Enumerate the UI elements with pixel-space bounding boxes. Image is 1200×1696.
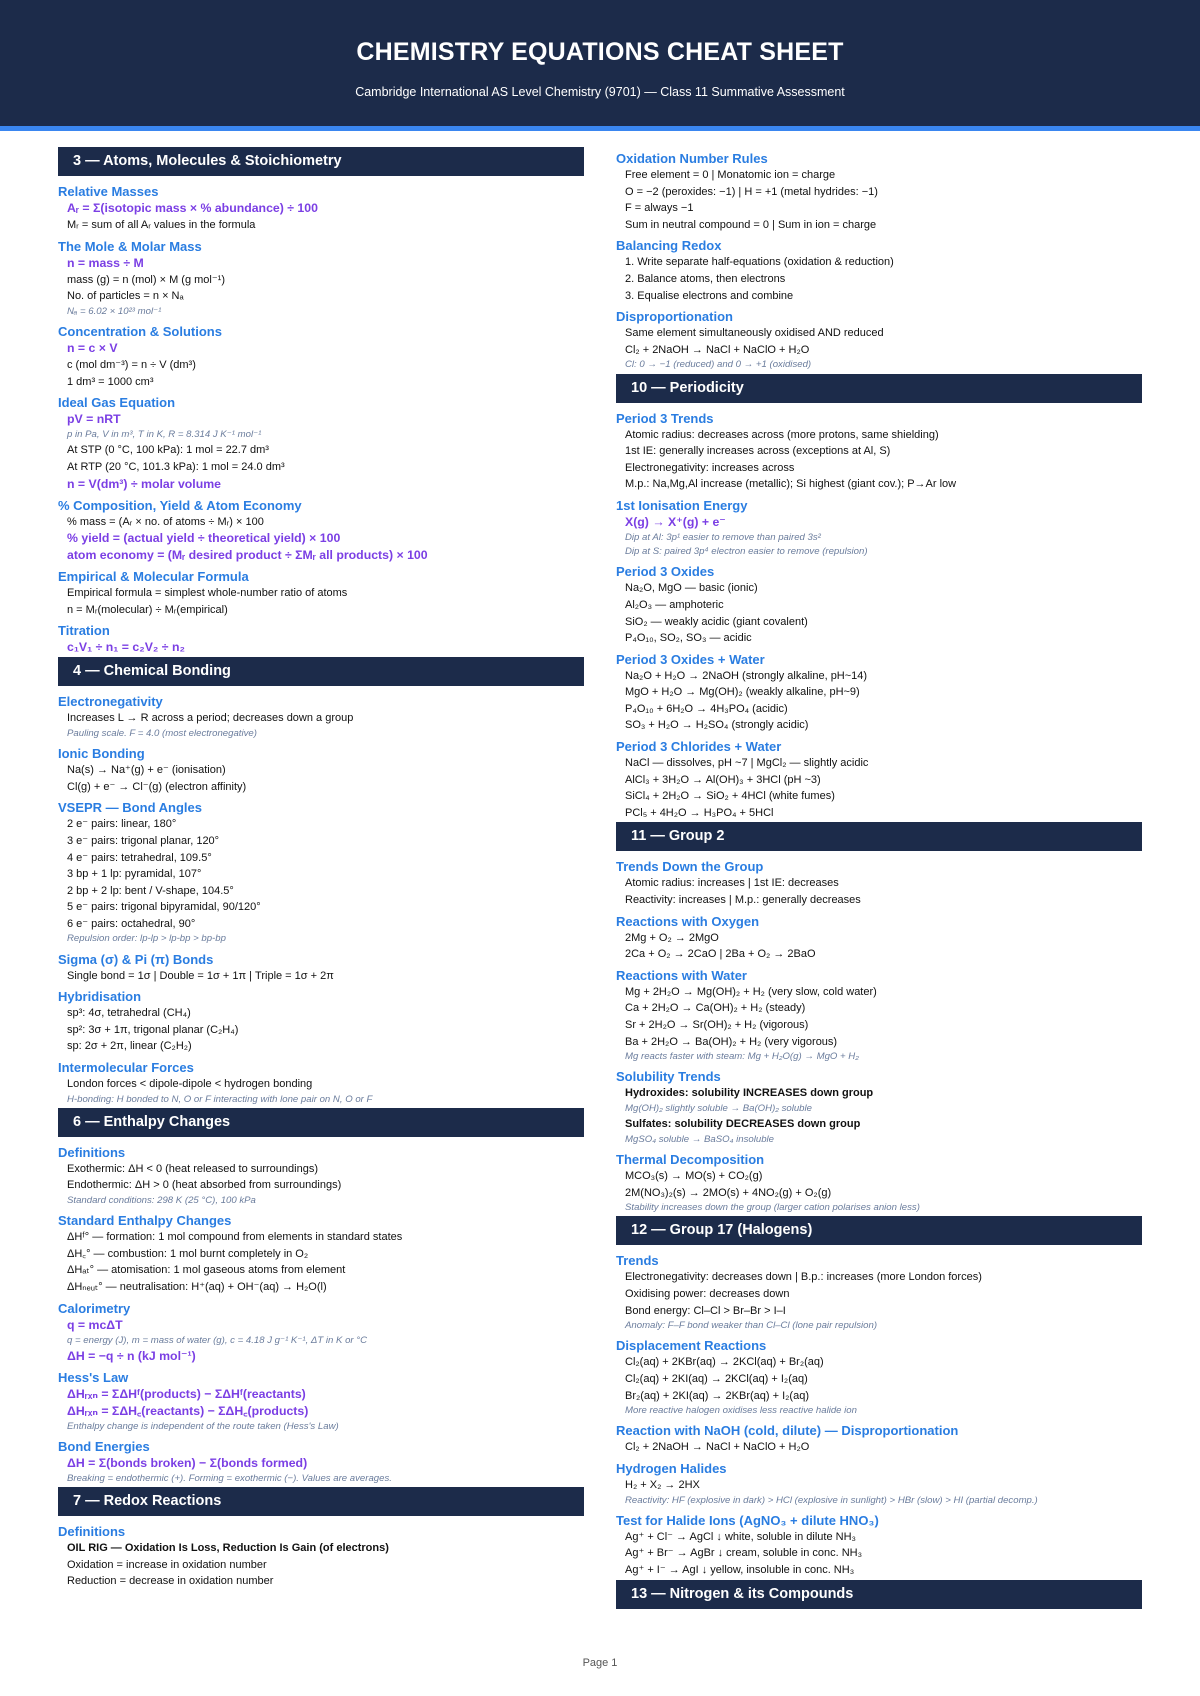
key-equation: c₁V₁ ÷ n₁ = c₂V₂ ÷ n₂ (67, 640, 185, 655)
subheading: Test for Halide Ions (AgNO₃ + dilute HNO₃) (616, 1512, 879, 1528)
note: Nₐ = 6.02 × 10²³ mol⁻¹ (67, 305, 162, 317)
bold-line: Sulfates: solubility DECREASES down group (625, 1118, 861, 1131)
text-line: At STP (0 °C, 100 kPa): 1 mol = 22.7 dm³ (67, 444, 269, 457)
text-line: NaCl — dissolves, pH ~7 | MgCl₂ — slightly acidic (625, 757, 869, 770)
text-line: Reactivity: increases | M.p.: generally decreases (625, 894, 861, 907)
subheading: Reactions with Water (616, 967, 747, 983)
key-equation: ΔHᵣₓₙ = ΣΔH꜀(reactants) − ΣΔH꜀(products) (67, 1403, 309, 1418)
text-line: mass (g) = n (mol) × M (g mol⁻¹) (67, 273, 225, 286)
text-line: AlCl₃ + 3H₂O → Al(OH)₃ + 3HCl (pH ~3) (625, 773, 821, 786)
bold-line: Hydroxides: solubility INCREASES down group (625, 1087, 874, 1100)
section-header: 6 — Enthalpy Changes (58, 1108, 584, 1137)
text-line: MCO₃(s) → MO(s) + CO₂(g) (625, 1170, 763, 1182)
text-line: London forces < dipole-dipole < hydrogen bonding (67, 1078, 313, 1091)
text-line: Sum in neutral compound = 0 | Sum in ion = charge (625, 218, 877, 231)
key-equation: n = mass ÷ M (67, 255, 144, 270)
subheading: Solubility Trends (616, 1069, 721, 1085)
subheading: Ionic Bonding (58, 746, 145, 762)
text-line: 3 bp + 1 lp: pyramidal, 107° (67, 868, 202, 881)
key-equation: ΔH = Σ(bonds broken) − Σ(bonds formed) (67, 1456, 308, 1471)
subheading: Period 3 Chlorides + Water (616, 739, 782, 755)
subheading: Hybridisation (58, 989, 142, 1005)
subheading: Disproportionation (616, 309, 733, 325)
subheading: Reaction with NaOH (cold, dilute) — Disproportionation (616, 1423, 959, 1439)
text-line: Cl(g) + e⁻ → Cl⁻(g) (electron affinity) (67, 780, 247, 793)
subheading: Definitions (58, 1524, 126, 1540)
text-line: MgO + H₂O → Mg(OH)₂ (weakly alkaline, pH~9) (625, 686, 860, 699)
text-line: PCl₅ + 4H₂O → H₃PO₄ + 5HCl (625, 806, 774, 819)
text-line: Ba + 2H₂O → Ba(OH)₂ + H₂ (very vigorous) (625, 1035, 838, 1048)
key-equation: atom economy = (Mᵣ desired product ÷ ΣMᵣ all products) × 100 (67, 548, 428, 563)
text-line: Ag⁺ + Cl⁻ → AgCl ↓ white, soluble in dilute NH₃ (625, 1530, 856, 1543)
text-line: Na(s) → Na⁺(g) + e⁻ (ionisation) (67, 764, 226, 777)
subheading: Electronegativity (58, 694, 163, 710)
text-line: F = always −1 (625, 202, 694, 215)
key-equation: ΔH = −q ÷ n (kJ mol⁻¹) (67, 1348, 196, 1363)
text-line: sp²: 3σ + 1π, trigonal planar (C₂H₄) (67, 1023, 239, 1036)
text-line: 2 e⁻ pairs: linear, 180° (67, 818, 177, 831)
subheading: Trends Down the Group (616, 859, 764, 875)
subheading: Period 3 Oxides (616, 564, 715, 580)
subheading: Period 3 Oxides + Water (616, 651, 765, 667)
subheading: Concentration & Solutions (58, 323, 222, 339)
subheading: Displacement Reactions (616, 1338, 767, 1354)
text-line: P₄O₁₀, SO₂, SO₃ — acidic (625, 632, 752, 645)
text-line: SiCl₄ + 2H₂O → SiO₂ + 4HCl (white fumes) (625, 790, 835, 803)
text-line: Mg + 2H₂O → Mg(OH)₂ + H₂ (very slow, cold water) (625, 985, 877, 998)
subheading: Oxidation Number Rules (616, 151, 768, 166)
text-line: Empirical formula = simplest whole-number ratio of atoms (67, 587, 348, 600)
text-line: Single bond = 1σ | Double = 1σ + 1π | Triple = 1σ + 2π (67, 969, 334, 982)
note: Dip at Al: 3p¹ easier to remove than paired 3s² (625, 531, 821, 543)
text-line: Electronegativity: decreases down | B.p.: increases (more London forces) (625, 1271, 982, 1284)
subheading: 1st Ionisation Energy (616, 497, 748, 513)
text-line: 6 e⁻ pairs: octahedral, 90° (67, 917, 196, 930)
section-header: 12 — Group 17 (Halogens) (616, 1216, 1142, 1245)
text-line: Oxidation = increase in oxidation number (67, 1558, 267, 1571)
note: Cl: 0 → −1 (reduced) and 0 → +1 (oxidised) (625, 359, 812, 371)
text-line: Na₂O, MgO — basic (ionic) (625, 582, 758, 595)
subheading: Empirical & Molecular Formula (58, 569, 249, 585)
note: p in Pa, V in m³, T in K, R = 8.314 J K⁻¹ mol⁻¹ (67, 429, 262, 441)
text-line: Al₂O₃ — amphoteric (625, 598, 724, 611)
text-line: sp³: 4σ, tetrahedral (CH₄) (67, 1007, 191, 1020)
subheading: Relative Masses (58, 184, 159, 199)
subheading: The Mole & Molar Mass (58, 238, 202, 254)
note: Reactivity: HF (explosive in dark) > HCl (explosive in sunlight) > HBr (slow) > HI (partial decomp.) (625, 1494, 1038, 1506)
key-equation: X(g) → X⁺(g) + e⁻ (625, 514, 726, 529)
section-header: 13 — Nitrogen & its Compounds (616, 1580, 1142, 1609)
text-line: SiO₂ — weakly acidic (giant covalent) (625, 615, 808, 628)
subheading: Hydrogen Halides (616, 1460, 727, 1476)
text-line: SO₃ + H₂O → H₂SO₄ (strongly acidic) (625, 719, 809, 732)
note: Pauling scale. F = 4.0 (most electronegative) (67, 727, 257, 739)
subheading: Standard Enthalpy Changes (58, 1213, 232, 1229)
text-line: sp: 2σ + 2π, linear (C₂H₂) (67, 1040, 192, 1053)
text-line: Oxidising power: decreases down (625, 1287, 790, 1300)
text-line: Exothermic: ΔH < 0 (heat released to surroundings) (67, 1162, 318, 1175)
text-line: Cl₂(aq) + 2KI(aq) → 2KCl(aq) + I₂(aq) (625, 1372, 808, 1385)
text-line: Ca + 2H₂O → Ca(OH)₂ + H₂ (steady) (625, 1002, 806, 1015)
subheading: VSEPR — Bond Angles (58, 800, 202, 816)
text-line: 1 dm³ = 1000 cm³ (67, 375, 154, 388)
subheading: Titration (58, 623, 110, 639)
key-equation: pV = nRT (67, 412, 121, 427)
subheading: Balancing Redox (616, 238, 722, 254)
subheading: Trends (616, 1253, 659, 1269)
text-line: 2Ca + O₂ → 2CaO | 2Ba + O₂ → 2BaO (625, 948, 816, 961)
text-line: 2 bp + 2 lp: bent / V-shape, 104.5° (67, 884, 234, 897)
section-header: 10 — Periodicity (616, 374, 1142, 403)
text-line: n = Mᵣ(molecular) ÷ Mᵣ(empirical) (67, 603, 228, 616)
text-line: ΔHₐₜ° — atomisation: 1 mol gaseous atoms from element (67, 1264, 346, 1277)
text-line: Br₂(aq) + 2KI(aq) → 2KBr(aq) + I₂(aq) (625, 1389, 809, 1402)
text-line: ΔH꜀° — combustion: 1 mol burnt completely in O₂ (67, 1247, 309, 1260)
note: Breaking = endothermic (+). Forming = exothermic (−). Values are averages. (67, 1473, 392, 1485)
text-line: No. of particles = n × Nₐ (67, 290, 184, 303)
text-line: Ag⁺ + I⁻ → AgI ↓ yellow, insoluble in conc. NH₃ (625, 1563, 855, 1576)
subheading: Hess's Law (58, 1369, 129, 1385)
left-column (58, 146, 584, 1590)
subheading: Sigma (σ) & Pi (π) Bonds (58, 951, 214, 967)
subheading: Calorimetry (58, 1300, 131, 1316)
page-number: Page 1 (582, 1657, 618, 1669)
note: Stability increases down the group (larger cation polarises anion less) (625, 1202, 920, 1214)
text-line: ΔHᶠ° — formation: 1 mol compound from elements in standard states (67, 1231, 403, 1244)
text-line: 3 e⁻ pairs: trigonal planar, 120° (67, 834, 220, 847)
text-line: M.p.: Na,Mg,Al increase (metallic); Si highest (giant cov.); P→Ar low (625, 478, 957, 491)
page-title: CHEMISTRY EQUATIONS CHEAT SHEET (356, 38, 844, 66)
note: Anomaly: F–F bond weaker than Cl–Cl (lone pair repulsion) (625, 1320, 878, 1332)
text-line: 2M(NO₃)₂(s) → 2MO(s) + 4NO₂(g) + O₂(g) (625, 1186, 832, 1199)
note: Mg reacts faster with steam: Mg + H₂O(g) → MgO + H₂ (625, 1051, 859, 1063)
text-line: Sr + 2H₂O → Sr(OH)₂ + H₂ (vigorous) (625, 1019, 809, 1032)
text-line: Increases L → R across a period; decreases down a group (67, 712, 354, 725)
note: More reactive halogen oxidises less reactive halide ion (625, 1405, 857, 1417)
text-line: Same element simultaneously oxidised AND reduced (625, 327, 884, 340)
key-equation: % yield = (actual yield ÷ theoretical yield) × 100 (67, 531, 341, 546)
text-line: Mᵣ = sum of all Aᵣ values in the formula (67, 219, 256, 231)
text-line: 2. Balance atoms, then electrons (625, 272, 786, 285)
text-line: Ag⁺ + Br⁻ → AgBr ↓ cream, soluble in conc. NH₃ (625, 1547, 863, 1560)
text-line: 4 e⁻ pairs: tetrahedral, 109.5° (67, 851, 212, 864)
text-line: % mass = (Aᵣ × no. of atoms ÷ Mᵣ) × 100 (67, 515, 264, 528)
text-line: ΔHₙₑᵤₜ° — neutralisation: H⁺(aq) + OH⁻(aq) → H₂O(l) (67, 1281, 327, 1294)
subheading: Reactions with Oxygen (616, 913, 760, 929)
text-line: 1. Write separate half-equations (oxidation & reduction) (625, 256, 894, 269)
note: MgSO₄ soluble → BaSO₄ insoluble (625, 1133, 775, 1145)
text-line: Na₂O + H₂O → 2NaOH (strongly alkaline, pH~14) (625, 669, 868, 682)
subheading: Bond Energies (58, 1439, 150, 1455)
section-header: 4 — Chemical Bonding (58, 657, 584, 686)
section-header: 3 — Atoms, Molecules & Stoichiometry (58, 147, 584, 176)
subheading: Period 3 Trends (616, 410, 714, 426)
text-line: Electronegativity: increases across (625, 461, 795, 474)
note: Enthalpy change is independent of the route taken (Hess's Law) (67, 1420, 339, 1432)
note: q = energy (J), m = mass of water (g), c = 4.18 J g⁻¹ K⁻¹, ΔT in K or °C (67, 1334, 368, 1346)
key-equation: ΔHᵣₓₙ = ΣΔHᶠ(products) − ΣΔHᶠ(reactants) (67, 1386, 306, 1401)
right-column (616, 146, 1142, 1616)
key-equation: q = mcΔT (67, 1317, 123, 1332)
subheading: Ideal Gas Equation (58, 395, 176, 411)
key-equation: Aᵣ = Σ(isotopic mass × % abundance) ÷ 100 (67, 201, 318, 215)
text-line: 2Mg + O₂ → 2MgO (625, 931, 719, 944)
text-line: Atomic radius: increases | 1st IE: decreases (625, 877, 839, 890)
text-line: Atomic radius: decreases across (more protons, same shielding) (625, 428, 939, 441)
note: Repulsion order: lp-lp > lp-bp > bp-bp (67, 933, 226, 945)
subheading: Definitions (58, 1144, 126, 1160)
text-line: Bond energy: Cl–Cl > Br–Br > I–I (625, 1304, 786, 1317)
section-header: 11 — Group 2 (616, 822, 1142, 851)
header-accent-line (0, 126, 1200, 131)
text-line: Free element = 0 | Monatomic ion = charge (625, 169, 836, 181)
text-line: P₄O₁₀ + 6H₂O → 4H₃PO₄ (acidic) (625, 702, 788, 715)
note: Dip at S: paired 3p⁴ electron easier to remove (repulsion) (625, 546, 868, 558)
note: H-bonding: H bonded to N, O or F interacting with lone pair on N, O or F (67, 1093, 373, 1105)
text-line: Cl₂ + 2NaOH → NaCl + NaClO + H₂O (625, 343, 810, 356)
key-equation: n = c × V (67, 340, 118, 355)
note: Standard conditions: 298 K (25 °C), 100 kPa (67, 1195, 256, 1207)
text-line: 5 e⁻ pairs: trigonal bipyramidal, 90/120° (67, 901, 261, 914)
section-header: 7 — Redox Reactions (58, 1487, 584, 1516)
subheading: Thermal Decomposition (616, 1152, 765, 1167)
subheading: % Composition, Yield & Atom Economy (58, 497, 302, 513)
page-subtitle: Cambridge International AS Level Chemistry (9701) — Class 11 Summative Assessment (355, 85, 845, 99)
note: Mg(OH)₂ slightly soluble → Ba(OH)₂ soluble (625, 1103, 812, 1114)
text-line: 3. Equalise electrons and combine (625, 289, 794, 302)
key-equation: n = V(dm³) ÷ molar volume (67, 476, 221, 491)
text-line: Endothermic: ΔH > 0 (heat absorbed from surroundings) (67, 1179, 342, 1192)
text-line: H₂ + X₂ → 2HX (625, 1478, 700, 1491)
text-line: Cl₂(aq) + 2KBr(aq) → 2KCl(aq) + Br₂(aq) (625, 1356, 824, 1369)
text-line: Reduction = decrease in oxidation number (67, 1575, 274, 1588)
text-line: c (mol dm⁻³) = n ÷ V (dm³) (67, 358, 196, 371)
text-line: At RTP (20 °C, 101.3 kPa): 1 mol = 24.0 dm³ (67, 460, 285, 473)
text-line: O = −2 (peroxides: −1) | H = +1 (metal hydrides: −1) (625, 185, 878, 198)
subheading: Intermolecular Forces (58, 1060, 194, 1076)
text-line: 1st IE: generally increases across (exceptions at Al, S) (625, 445, 891, 458)
text-line: Cl₂ + 2NaOH → NaCl + NaClO + H₂O (625, 1441, 810, 1454)
bold-line: OIL RIG — Oxidation Is Loss, Reduction Is Gain (of electrons) (67, 1542, 389, 1555)
